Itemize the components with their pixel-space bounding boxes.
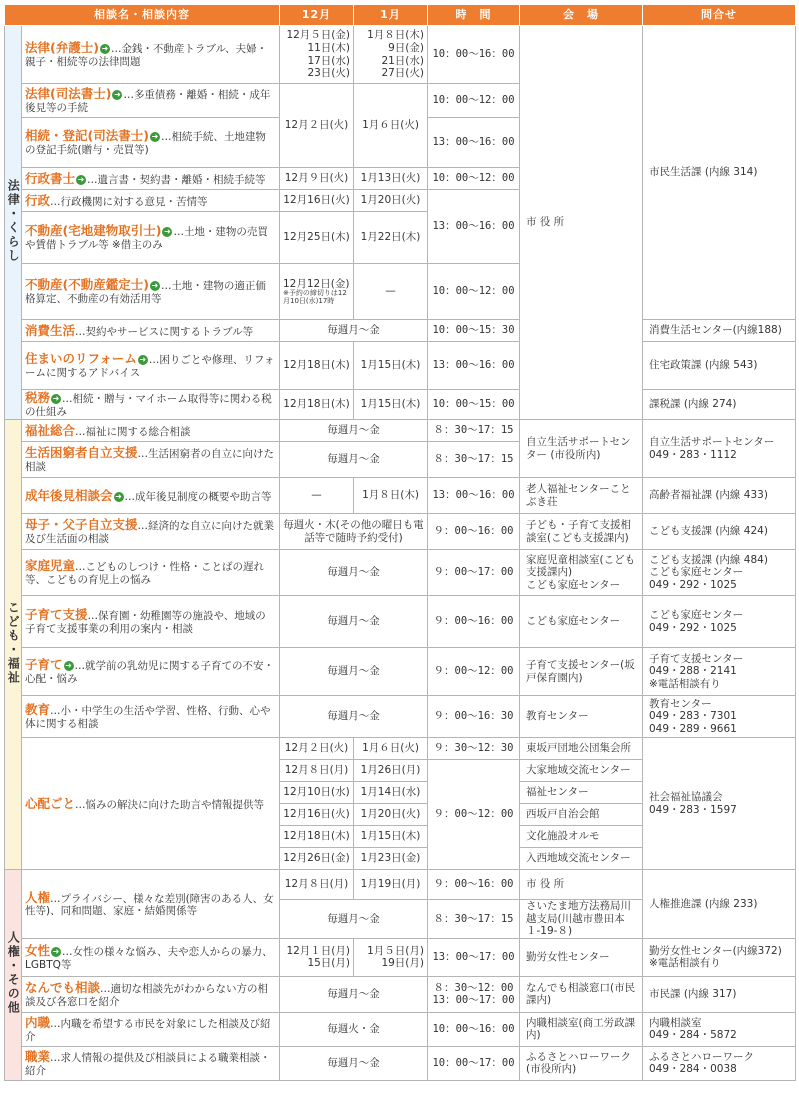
table-row [5,1012,796,1046]
contact: 教育センター 049・283・7301 049・289・9661 [643,696,796,738]
topic-desc: …遺言書・契約書・離婚・相続手続等 [87,173,266,186]
topic-desc: …相続・贈与・マイホーム取得等に関わる税の仕組み [25,393,272,418]
topic-title: 住まいのリフォーム [25,351,137,367]
dec-date: 12月２日(火) [280,84,354,168]
arrow-icon: ➜ [164,227,171,237]
venue: ふるさとハローワーク(市役所内) [520,1046,643,1080]
topic-desc: …求人情報の提供及び相談員による職業相談・紹介 [25,1052,271,1077]
dec-date: 12月18日(木) [280,826,354,848]
topic-title: 行政 [25,192,51,208]
time: 13：00～16：00 [428,190,520,264]
dec-date: 12月５日(金) 11日(木) 17日(水) 23日(火) [280,26,354,84]
table-row [5,550,796,596]
time: ９：00～16：00 [428,596,520,648]
time: 10：00～12：00 [428,168,520,190]
arrow-icon: ➜ [52,947,60,957]
contact: 人権推進課 (内線 233) [643,870,796,939]
jan-date: 1月20日(火) [354,190,428,212]
consultation-topic [22,478,280,514]
contact: 住宅政策課 (内線 543) [643,342,796,390]
topic-title: 女性 [25,943,51,959]
topic-desc: …プライバシー、様々な差別(障害のある人、女性等)、同和問題、家庭・結婚関係等 [25,892,274,918]
venue: 西坂戸自治会館 [520,804,643,826]
contact: 子育て支援センター 049・288・2141 ※電話相談有り [643,648,796,696]
topic-desc: …保育園・幼稚園等の施設や、地域の子育て支援事業の利用の案内・相談 [25,610,266,635]
topic-title: 行政書士 [25,170,76,186]
consultation-topic [22,442,280,478]
contact: 社会福祉協議会 049・283・1597 [643,738,796,870]
venue: 家庭児童相談室(こども支援課内) こども家庭センター [520,550,643,596]
topic-desc: …女性の様々な悩み、夫や恋人からの暴力、LGBTQ等 [25,946,273,971]
consultation-table [4,4,796,1081]
days: 毎週月～金 [280,696,428,738]
topic-title: 人権 [25,889,51,905]
topic-desc: …契約やサービスに関するトラブル等 [75,325,254,338]
consultation-topic [22,1012,280,1046]
venue: こども家庭センター [520,596,643,648]
consultation-topic [22,596,280,648]
venue: 市 役 所 [520,870,643,900]
time: ９：00～12：00 [428,648,520,696]
topic-desc: …土地・建物の適正価格算定、不動産の有効活用等 [25,280,266,305]
days: 毎週月～金 [280,442,428,478]
days: 毎週月～金 [280,550,428,596]
days: 毎週月～金 [280,648,428,696]
consultation-topic [22,514,280,550]
topic-title: 家庭児童 [25,558,76,574]
venue: 東坂戸団地公団集会所 [520,738,643,760]
days: 毎週火・金 [280,1012,428,1046]
time: 13：00～16：00 [428,118,520,168]
dec-date: 12月16日(火) [280,190,354,212]
topic-title: 税務 [25,390,51,406]
contact: こども家庭センター 049・292・1025 [643,596,796,648]
category-label: こども・福祉 [6,600,21,685]
days: 毎週火・木(その他の曜日も電話等で随時予約受付) [280,514,428,550]
table-row [5,648,796,696]
dec-date: 12月１日(月) 15日(月) [280,938,354,976]
header-dec: 12月 [280,5,354,26]
time: 10：00～15：00 [428,390,520,420]
dec-note: ※予約の締切りは12月10日(水)17時 [283,289,347,305]
venue: 市 役 所 [520,26,643,420]
contact: 市民課 (内線 317) [643,976,796,1012]
consultation-topic [22,870,280,939]
time: 10：00～15：30 [428,320,520,342]
table-row [5,320,796,342]
time: 10：00～12：00 [428,264,520,320]
time: ８：30～12：00 13：00～17：00 [428,976,520,1012]
arrow-icon: ➜ [151,132,159,142]
contact: こども支援課 (内線 484) こども家庭センター 049・292・1025 [643,550,796,596]
header-topic: 相談名・相談内容 [5,5,280,26]
jan-date: 1月26日(月) [354,760,428,782]
jan-date: 1月８日(木) [354,478,428,514]
consultation-topic [22,648,280,696]
arrow-icon: ➜ [101,44,109,54]
table-row [5,696,796,738]
category-label: 法律・くらし [6,178,21,263]
consultation-topic [22,320,280,342]
arrow-icon: ➜ [151,281,159,291]
time: ８：30～17：15 [428,420,520,442]
consultation-topic [22,390,280,420]
jan-date: 1月５日(月) 19日(月) [354,938,428,976]
consultation-topic [22,26,280,84]
header-row [5,5,796,26]
table-row [5,738,796,760]
topic-title: 法律(司法書士) [25,86,112,102]
topic-desc: …経済的な自立に向けた就業及び生活面の相談 [25,520,275,545]
topic-desc: …土地・建物の売買や賃借トラブル等 ※借主のみ [25,226,268,251]
topic-desc: …多重債務・離婚・相続・成年後見等の手続 [25,89,271,114]
dec-date: 12月８日(月) [280,760,354,782]
venue: 文化施設オルモ [520,826,643,848]
venue: 入西地域交流センター [520,848,643,870]
topic-desc: …内職を希望する市民を対象にした相談及び紹介 [25,1018,271,1043]
time: 10：00～17：00 [428,1046,520,1080]
jan-date: 1月８日(木) 9日(金) 21日(水) 27日(火) [354,26,428,84]
days: 毎週月～金 [280,420,428,442]
contact: 市民生活課 (内線 314) [643,26,796,320]
topic-title: 法律(弁護士) [25,40,99,56]
table-row [5,1046,796,1080]
arrow-icon: ➜ [52,394,60,404]
contact: 勤労女性センター(内線372) ※電話相談有り [643,938,796,976]
consultation-topic [22,738,280,870]
venue: 福祉センター [520,782,643,804]
table-row [5,390,796,420]
venue: 子育て支援センター(坂戸保育園内) [520,648,643,696]
jan-date: 1月20日(火) [354,804,428,826]
venue: 教育センター [520,696,643,738]
topic-desc: …相続手続、土地建物の登記手続(贈与・売買等) [25,131,266,156]
venue: 子ども・子育て支援相談室(こども支援課内) [520,514,643,550]
topic-title: 母子・父子自立支援 [25,517,138,533]
header-venue: 会 場 [520,5,643,26]
table-row [5,870,796,900]
jan-date: 1月15日(木) [354,390,428,420]
jan-date: 1月22日(木) [354,212,428,264]
time: 13：00～16：00 [428,342,520,390]
topic-title: 不動産(不動産鑑定士) [25,277,149,293]
topic-title: 相続・登記(司法書士) [25,128,149,144]
jan-date: — [354,264,428,320]
table-row [5,596,796,648]
venue: 老人福祉センターことぶき荘 [520,478,643,514]
topic-title: 福祉総合 [25,422,76,438]
jan-date: 1月６日(火) [354,84,428,168]
jan-date: 1月15日(木) [354,342,428,390]
time: 13：00～16：00 [428,478,520,514]
arrow-icon: ➜ [139,355,147,365]
dec-date: 12月25日(木) [280,212,354,264]
contact: 高齢者福祉課 (内線 433) [643,478,796,514]
topic-title: 心配ごと [25,795,76,811]
topic-desc: …生活困窮者の自立に向けた相談 [25,448,275,473]
arrow-icon: ➜ [77,174,85,184]
topic-desc: …適切な相談先がわからない方の相談及び各窓口を紹介 [25,983,269,1008]
contact: 自立生活サポートセンター 049・283・1112 [643,420,796,478]
consultation-topic [22,264,280,320]
topic-desc: …成年後見制度の概要や助言等 [124,490,272,503]
consultation-topic [22,938,280,976]
topic-desc: …悩みの解決に向けた助言や情報提供等 [75,798,265,811]
dec-date: 12月18日(木) [280,390,354,420]
time: 10：00～16：00 [428,1012,520,1046]
jan-date: 1月14日(水) [354,782,428,804]
consultation-topic [22,550,280,596]
venue: 勤労女性センター [520,938,643,976]
contact: 内職相談室 049・284・5872 [643,1012,796,1046]
category-label: 人権・その他 [6,931,21,1016]
days: 毎週月～金 [280,320,428,342]
table-row [5,938,796,976]
time: ８：30～17：15 [428,442,520,478]
consultation-topic [22,420,280,442]
table-row [5,478,796,514]
topic-desc: …困りごとや修理、リフォームに関するアドバイス [25,354,275,379]
days: 毎週月～金 [280,596,428,648]
topic-desc: …福祉に関する総合相談 [75,425,191,438]
venue: 自立生活サポートセンター (市役所内) [520,420,643,478]
dec-date: 12月18日(木) [280,342,354,390]
time: ９：00～12：00 [428,760,520,870]
topic-desc: …金銭・不動産トラブル、夫婦・親子・相続等の法律問題 [25,43,268,68]
jan-date: 1月23日(金) [354,848,428,870]
topic-title: 不動産(宅地建物取引士) [25,223,162,239]
time: 13：00～17：00 [428,938,520,976]
dec-date: 12月２日(火) [280,738,354,760]
header-jan: 1月 [354,5,428,26]
days: 毎週月～金 [280,976,428,1012]
dec-date: 12月16日(火) [280,804,354,826]
topic-desc: …就学前の乳幼児に関する子育ての不安・心配・悩み [25,660,275,685]
category-human [5,870,22,1081]
time: ９：00～16：00 [428,514,520,550]
dec-date: 12月26日(金) [280,848,354,870]
time: ８：30～17：15 [428,900,520,939]
topic-title: 職業 [25,1049,51,1065]
dec-date: — [280,478,354,514]
consultation-topic [22,168,280,190]
consultation-topic [22,84,280,118]
days: 毎週月～金 [280,1046,428,1080]
topic-desc: …こどものしつけ・性格・ことばの遅れ等、こどもの育児上の悩み [25,561,265,586]
contact: 課税課 (内線 274) [643,390,796,420]
days: 毎週月～金 [280,900,428,939]
consultation-topic [22,976,280,1012]
contact: 消費生活センター(内線188) [643,320,796,342]
time: ９：00～17：00 [428,550,520,596]
arrow-icon: ➜ [114,90,121,100]
dec-date: 12月10日(水) [280,782,354,804]
topic-title: 子育て [25,657,63,673]
category-law [5,26,22,420]
arrow-icon: ➜ [115,491,122,501]
time: ９：00～16：00 [428,870,520,900]
venue: 大家地域交流センター [520,760,643,782]
topic-title: 教育 [25,702,51,718]
topic-title: 生活困窮者自立支援 [25,445,138,461]
jan-date: 1月13日(火) [354,168,428,190]
arrow-icon: ➜ [65,661,72,671]
consultation-topic [22,212,280,264]
table-row [5,420,796,442]
topic-desc: …小・中学生の生活や学習、性格、行動、心や体に関する相談 [25,705,271,730]
contact: こども支援課 (内線 424) [643,514,796,550]
dec-date: 12月12日(金) ※予約の締切りは12月10日(水)17時 [280,264,354,320]
header-time: 時 間 [428,5,520,26]
consultation-topic [22,190,280,212]
category-child [5,420,22,870]
topic-desc: …行政機関に対する意見・苦情等 [50,195,208,208]
topic-title: なんでも相談 [25,980,101,996]
time: ９：00～16：30 [428,696,520,738]
topic-title: 子育て支援 [25,607,88,623]
jan-date: 1月６日(火) [354,738,428,760]
consultation-topic [22,118,280,168]
consultation-topic [22,696,280,738]
dec-date: 12月９日(火) [280,168,354,190]
venue: なんでも相談窓口(市民課内) [520,976,643,1012]
venue: 内職相談室(商工労政課内) [520,1012,643,1046]
header-contact: 問合せ [643,5,796,26]
jan-date: 1月15日(木) [354,826,428,848]
consultation-topic [22,342,280,390]
topic-title: 成年後見相談会 [25,487,113,503]
table-row [5,342,796,390]
table-row [5,976,796,1012]
topic-title: 内職 [25,1015,51,1031]
venue: さいたま地方法務局川越支局(川越市豊田本１-19-８) [520,900,643,939]
table-row [5,26,796,84]
topic-title: 消費生活 [25,322,76,338]
dec-date: 12月８日(月) [280,870,354,900]
time: 10：00～12：00 [428,84,520,118]
jan-date: 1月19日(月) [354,870,428,900]
consultation-topic [22,1046,280,1080]
table-row [5,514,796,550]
time: ９：30～12：30 [428,738,520,760]
time: 10：00～16：00 [428,26,520,84]
contact: ふるさとハローワーク 049・284・0038 [643,1046,796,1080]
